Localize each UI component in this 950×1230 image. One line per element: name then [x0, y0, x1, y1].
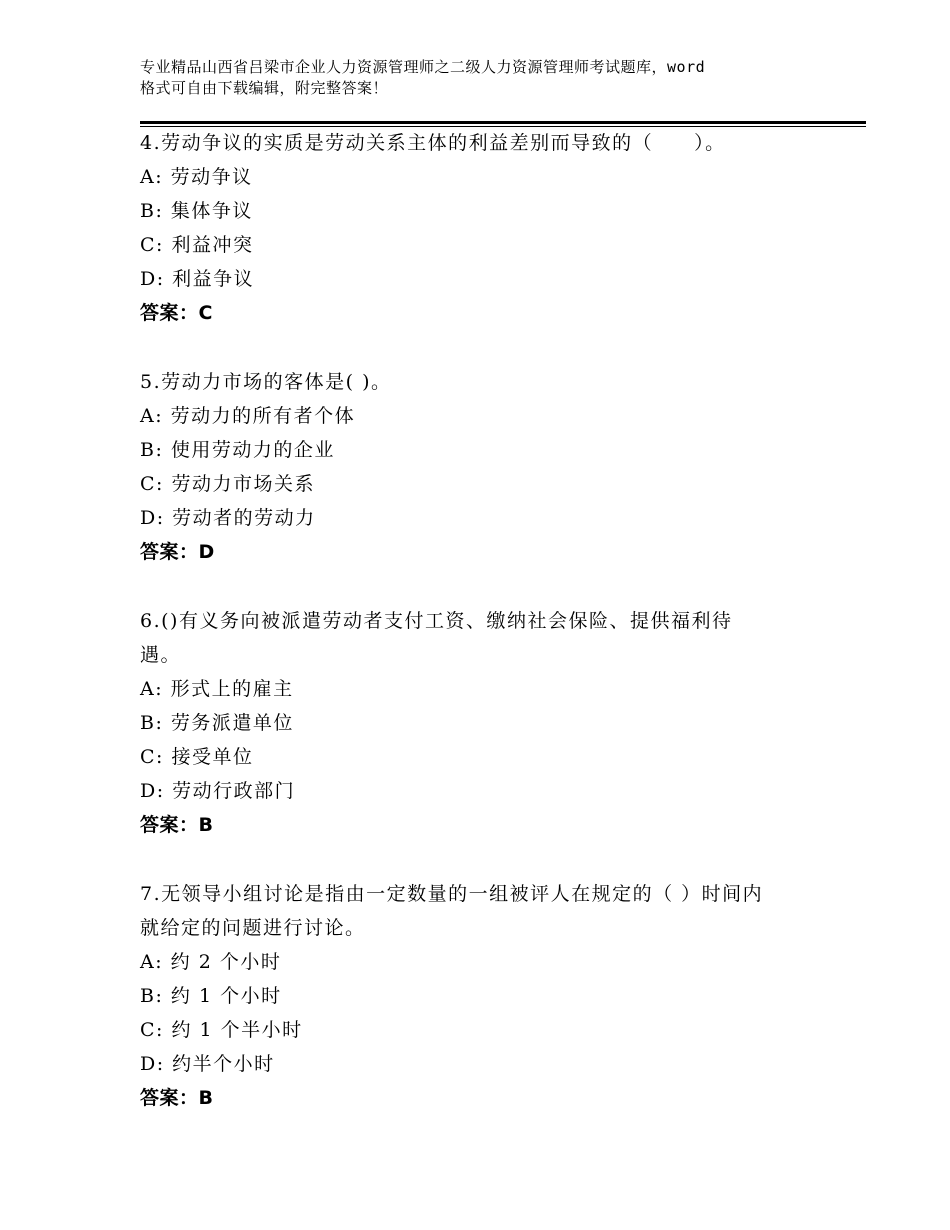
header-line-2: 格式可自由下载编辑，附完整答案！ [140, 79, 389, 97]
question-7 [140, 877, 810, 1115]
answer: 答案：B [140, 1087, 214, 1109]
question-stem: 4.劳动争议的实质是劳动关系主体的利益差别而导致的（ ）。 [140, 132, 726, 154]
question-stem-cont: 就给定的问题进行讨论。 [140, 917, 366, 939]
question-6 [140, 604, 810, 842]
option-b: B: 约 1 个小时 [140, 985, 282, 1007]
option-a: A: 劳动争议 [140, 166, 253, 188]
option-b: B: 集体争议 [140, 200, 253, 222]
question-stem: 6.()有义务向被派遣劳动者支付工资、缴纳社会保险、提供福利待 [140, 610, 733, 632]
option-d: D: 约半个小时 [140, 1053, 275, 1075]
answer: 答案：C [140, 302, 213, 324]
option-a: A: 约 2 个小时 [140, 951, 282, 973]
question-stem: 7.无领导小组讨论是指由一定数量的一组被评人在规定的（ ）时间内 [140, 883, 764, 905]
document-header [140, 57, 840, 99]
option-c: C: 劳动力市场关系 [140, 473, 315, 495]
option-a: A: 形式上的雇主 [140, 678, 294, 700]
option-c: C: 约 1 个半小时 [140, 1019, 303, 1041]
option-b: B: 使用劳动力的企业 [140, 439, 335, 461]
answer: 答案：B [140, 814, 214, 836]
header-rule-thick [140, 121, 866, 124]
option-c: C: 接受单位 [140, 746, 254, 768]
header-line-1: 专业精品山西省吕梁市企业人力资源管理师之二级人力资源管理师考试题库，word [140, 58, 706, 76]
question-stem-cont: 遇。 [140, 644, 182, 666]
answer: 答案：D [140, 541, 215, 563]
option-c: C: 利益冲突 [140, 234, 254, 256]
option-d: D: 利益争议 [140, 268, 255, 290]
option-b: B: 劳务派遣单位 [140, 712, 294, 734]
question-4 [140, 126, 810, 330]
question-5 [140, 365, 810, 569]
option-d: D: 劳动行政部门 [140, 780, 296, 802]
question-stem: 5.劳动力市场的客体是( )。 [140, 371, 392, 393]
option-d: D: 劳动者的劳动力 [140, 507, 316, 529]
option-a: A: 劳动力的所有者个体 [140, 405, 356, 427]
